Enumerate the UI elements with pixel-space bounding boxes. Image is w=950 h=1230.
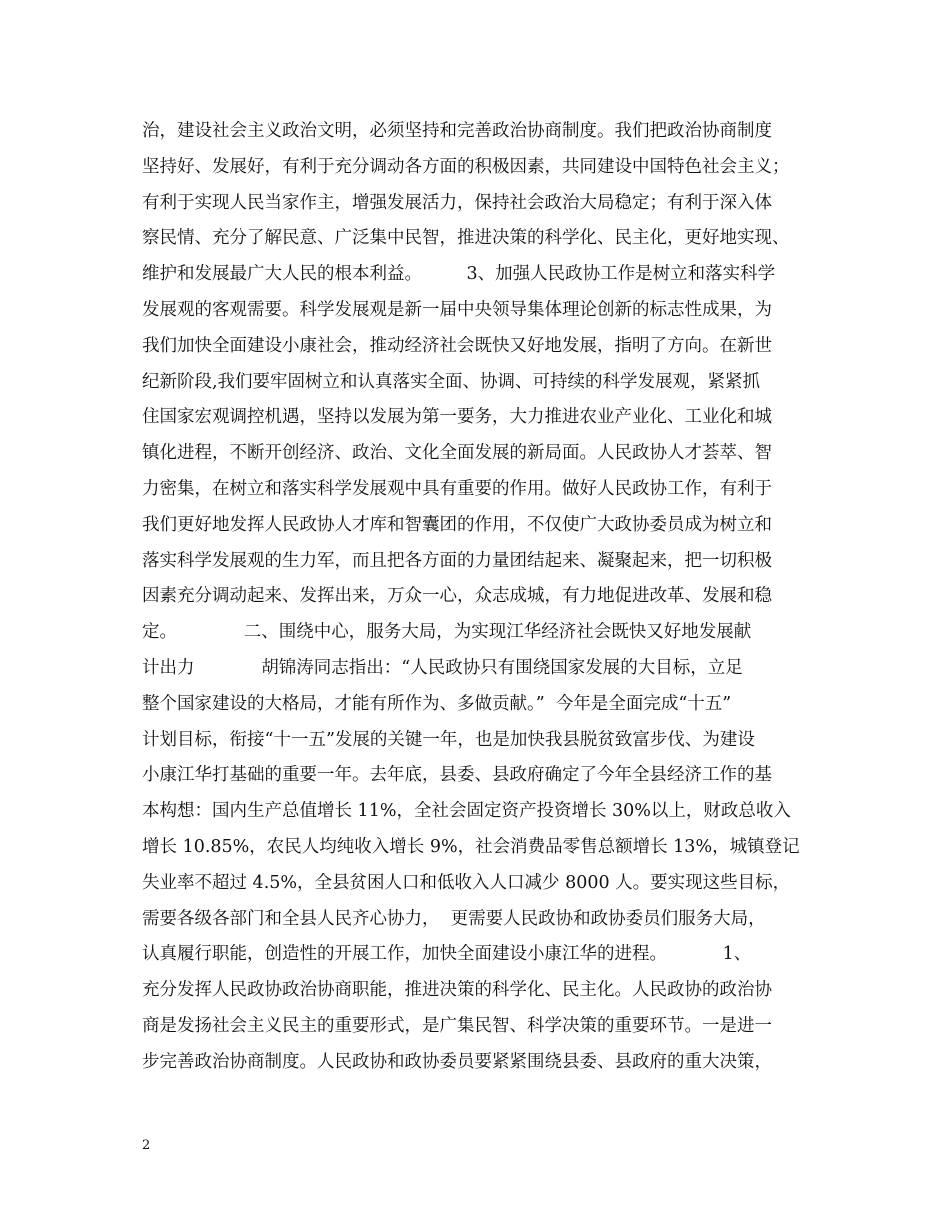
text-line: 察民情、充分了解民意、广泛集中民智，推进决策的科学化、民主化，更好地实现、 [142,228,790,249]
text-line: 因素充分调动起来、发挥出来，万众一心，众志成城，有力地促进改革、发展和稳 [142,586,772,607]
text-line: 充分发挥人民政协政治协商职能，推进决策的科学化、民主化。人民政协的政治协 [142,980,772,1001]
text-line: 认真履行职能，创造性的开展工作，加快全面建设小康江华的进程。 1、 [142,944,752,965]
text-line: 定。 二、围绕中心，服务大局，为实现江华经济社会既快又好地发展献 [142,622,752,643]
text-line: 商是发扬社会主义民主的重要形式，是广集民智、科学决策的重要环节。一是进一 [142,1015,772,1036]
text-line: 力密集，在树立和落实科学发展观中具有重要的作用。做好人民政协工作，有利于 [142,478,772,499]
text-line: 住国家宏观调控机遇，坚持以发展为第一要务，大力推进农业产业化、工业化和城 [142,407,772,428]
text-line: 整个国家建设的大格局，才能有所作为、多做贡献。” 今年是全面完成“十五” [142,693,732,714]
text-line: 治，建设社会主义政治文明，必须坚持和完善政治协商制度。我们把政治协商制度 [142,121,772,141]
text-line: 落实科学发展观的生力军，而且把各方面的力量团结起来、凝聚起来，把一切积极 [142,550,772,571]
body-text [142,114,832,1081]
text-line: 需要各级各部门和全县人民齐心协力， 更需要人民政协和政协委员们服务大局， [142,908,766,929]
text-line: 有利于实现人民当家作主，增强发展活力，保持社会政治大局稳定；有利于深入体 [142,192,772,213]
text-line: 计划目标，衔接“十一五”发展的关键一年，也是加快我县脱贫致富步伐、为建设 [142,729,755,750]
text-line: 发展观的客观需要。科学发展观是新一届中央领导集体理论创新的标志性成果，为 [142,299,772,320]
text-line: 我们更好地发挥人民政协人才库和智囊团的作用，不仅使广大政协委员成为树立和 [142,514,772,535]
page-number: 2 [142,1138,151,1153]
text-line: 我们加快全面建设小康社会，推动经济社会既快又好地发展，指明了方向。在新世 [142,335,772,356]
text-line: 坚持好、发展好，有利于充分调动各方面的积极因素，共同建设中国特色社会主义； [142,156,790,177]
text-line: 纪新阶段,我们要牢固树立和认真落实全面、协调、可持续的科学发展观，紧紧抓 [142,371,761,392]
text-line: 维护和发展最广大人民的根本利益。 3、加强人民政协工作是树立和落实科学 [142,264,776,285]
text-line: 镇化进程，不断开创经济、政治、文化全面发展的新局面。人民政协人才荟萃、智 [142,443,772,464]
text-line: 小康江华打基础的重要一年。去年底，县委、县政府确定了今年全县经济工作的基 [142,765,772,786]
text-line: 本构想：国内生产总值增长 11%，全社会固定资产投资增长 30%以上，财政总收入 [142,801,791,822]
text-line: 步完善政治协商制度。人民政协和政协委员要紧紧围绕县委、县政府的重大决策， [142,1051,772,1072]
text-line: 失业率不超过 4.5%，全县贫困人口和低收入人口减少 8000 人。要实现这些目标， [142,872,791,893]
text-line: 增长 10.85%，农民人均纯收入增长 9%，社会消费品零售总额增长 13%，城镇登记 [142,836,800,857]
text-line: 计出力 胡锦涛同志指出：“人民政协只有围绕国家发展的大目标，立足 [142,657,743,678]
